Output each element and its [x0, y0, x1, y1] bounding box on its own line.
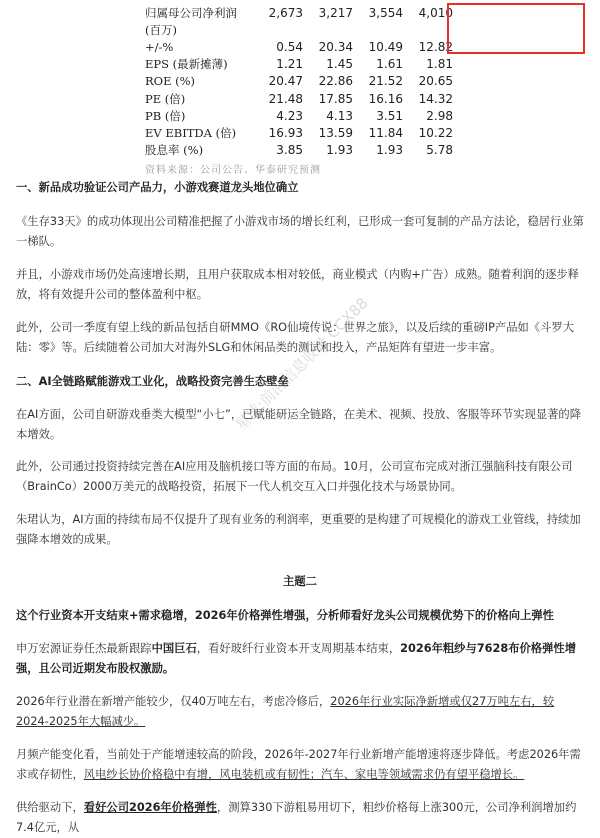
text: ，测算330下游粗易用切下，粗纱价格每上涨300元，公司净利润增加约7.4亿元，从: [16, 801, 577, 834]
table-cell: 20.47: [268, 74, 303, 89]
highlight-box: [447, 3, 585, 54]
table-cell: 21.52: [368, 74, 403, 89]
table-row: [145, 56, 455, 73]
table-cell: 3,217: [318, 5, 353, 20]
text: 月频产能变化看，当前处于产能增速较高的阶段，2026年-2027年行业新增产能增速将逐步降低。考虑2026年需求或存韧性，: [16, 748, 581, 781]
table-cell: [253, 21, 305, 38]
table-cell: 1.93: [376, 143, 403, 158]
table-row: [145, 38, 455, 55]
table-cell: 1.93: [326, 143, 353, 158]
table-cell: 12.82: [418, 39, 453, 54]
text: ，看好玻纤行业资本开支周期基本结束，: [196, 642, 401, 655]
table-row: [145, 142, 455, 159]
table-cell: 20.34: [318, 39, 353, 54]
table-cell: 3,554: [368, 5, 403, 20]
section1-paragraph-2: 并且，小游戏市场仍处高速增长期，且用户获取成本相对较低，商业模式（内购+广告）成熟。随着利润的逐步释放，将有效提升公司的整体盈利中枢。: [16, 268, 580, 301]
row-label: 归属母公司净利润: [145, 5, 237, 20]
table-cell: 16.16: [368, 91, 403, 106]
table-row: [145, 21, 455, 38]
text: 供给驱动下，: [16, 801, 84, 814]
table-cell: 21.48: [268, 91, 303, 106]
table-cell: 4,010: [418, 5, 453, 20]
table-cell: 17.85: [318, 91, 353, 106]
theme2-heading: 这个行业资本开支结束+需求稳增，2026年价格弹性增强，分析师看好龙头公司规模优势下的价格向上弹性: [16, 609, 554, 622]
table-cell: [305, 21, 355, 38]
section2-paragraph-2: 此外，公司通过投资持续完善在AI应用及脑机接口等方面的布局。10月，公司宣布完成对浙江强脑科技有限公司（BrainCo）2000万美元的战略投资，拓展下一代人机交互入口并强化技术与场景协同。: [16, 460, 573, 493]
table-row: [145, 73, 455, 90]
table-cell: 14.32: [418, 91, 453, 106]
table-cell: 2,673: [268, 5, 303, 20]
table-cell: 2.98: [426, 108, 453, 123]
section1-heading: 一、新品成功验证公司产品力，小游戏赛道龙头地位确立: [16, 181, 299, 194]
table-cell: 1.21: [276, 57, 303, 72]
theme2-paragraph-4: [16, 798, 584, 838]
row-label: PB (倍): [145, 108, 186, 123]
row-label: 股息率 (%): [145, 143, 204, 158]
table-source-note: 资料来源：公司公告、华泰研究预测: [145, 164, 321, 176]
row-label: ROE (%): [145, 74, 196, 89]
article-body: [16, 178, 584, 838]
section2-paragraph-3: 朱珺认为，AI方面的持续布局不仅提升了现有业务的利润率，更重要的是构建了可规模化的游戏工业管线，持续加强降本增效的成果。: [16, 513, 581, 546]
table-row: [145, 107, 455, 124]
table-cell: 4.23: [276, 108, 303, 123]
row-label: EPS (最新摊薄): [145, 57, 228, 72]
table-row: [145, 124, 455, 141]
section2-paragraph-1: 在AI方面，公司自研游戏垂类大模型“小七”，已赋能研运全链路，在美术、视频、投放、客服等环节实现显著的降本增效。: [16, 408, 582, 441]
table-cell: 1.61: [376, 57, 403, 72]
table-cell: 1.81: [426, 57, 453, 72]
bold-underlined-text: 看好公司2026年价格弹性: [83, 801, 217, 814]
financial-table: [145, 4, 455, 159]
table-row: [145, 90, 455, 107]
theme2-title: 主题二: [283, 575, 317, 588]
table-cell: 5.78: [426, 143, 453, 158]
row-label: (百万): [145, 22, 177, 37]
table-cell: 4.13: [326, 108, 353, 123]
table-cell: 3.51: [376, 108, 403, 123]
table-cell: 13.59: [318, 125, 353, 140]
watermark: 星球:前沿信息收录 CCX88: [231, 294, 372, 435]
section2-heading: 二、AI全链路赋能游戏工业化，战略投资完善生态壁垒: [16, 375, 289, 388]
table-cell: 10.49: [368, 39, 403, 54]
theme2-paragraph-1: [16, 639, 584, 679]
theme2-paragraph-2: [16, 692, 584, 732]
table-cell: 22.86: [318, 74, 353, 89]
underlined-text: 2026年行业实际净新增或仅27万吨左右，较2024-2025年大幅减少。: [16, 695, 555, 728]
company-name: 中国巨石: [151, 642, 197, 655]
table-cell: 1.45: [326, 57, 353, 72]
row-label: EV EBITDA (倍): [145, 125, 237, 140]
table-row: [145, 4, 455, 21]
table-cell: 20.65: [418, 74, 453, 89]
text: 2026年行业潜在新增产能较少，仅40万吨左右，考虑冷修后，: [16, 695, 331, 708]
table-cell: 0.54: [276, 39, 303, 54]
text: 申万宏源证券任杰最新跟踪: [16, 642, 152, 655]
table-cell: 10.22: [418, 125, 453, 140]
row-label: +/-%: [145, 39, 174, 54]
financial-table-block: [145, 4, 455, 176]
bold-text: 2026年粗纱与7628布价格弹性增强，且公司近期发布股权激励。: [16, 642, 576, 675]
table-cell: [355, 21, 405, 38]
table-cell: 16.93: [268, 125, 303, 140]
theme2-paragraph-3: [16, 745, 584, 785]
section1-paragraph-3: 此外，公司一季度有望上线的新品包括自研MMO《RO仙境传说：世界之旅》，以及后续的重磅IP产品如《斗罗大陆：零》等。后续随着公司加大对海外SLG和休闲品类的测试和投入，产品矩阵有望进一步丰富。: [16, 321, 574, 354]
row-label: PE (倍): [145, 91, 186, 106]
table-cell: 11.84: [368, 125, 403, 140]
section1-paragraph-1: 《生存33天》的成功体现出公司精准把握了小游戏市场的增长红利，已形成一套可复制的产品方法论，稳居行业第一梯队。: [16, 215, 584, 248]
underlined-text: 风电纱长协价格稳中有增，风电装机或有韧性；汽车、家电等领域需求仍有望平稳增长。: [83, 768, 525, 781]
table-cell: 3.85: [276, 143, 303, 158]
